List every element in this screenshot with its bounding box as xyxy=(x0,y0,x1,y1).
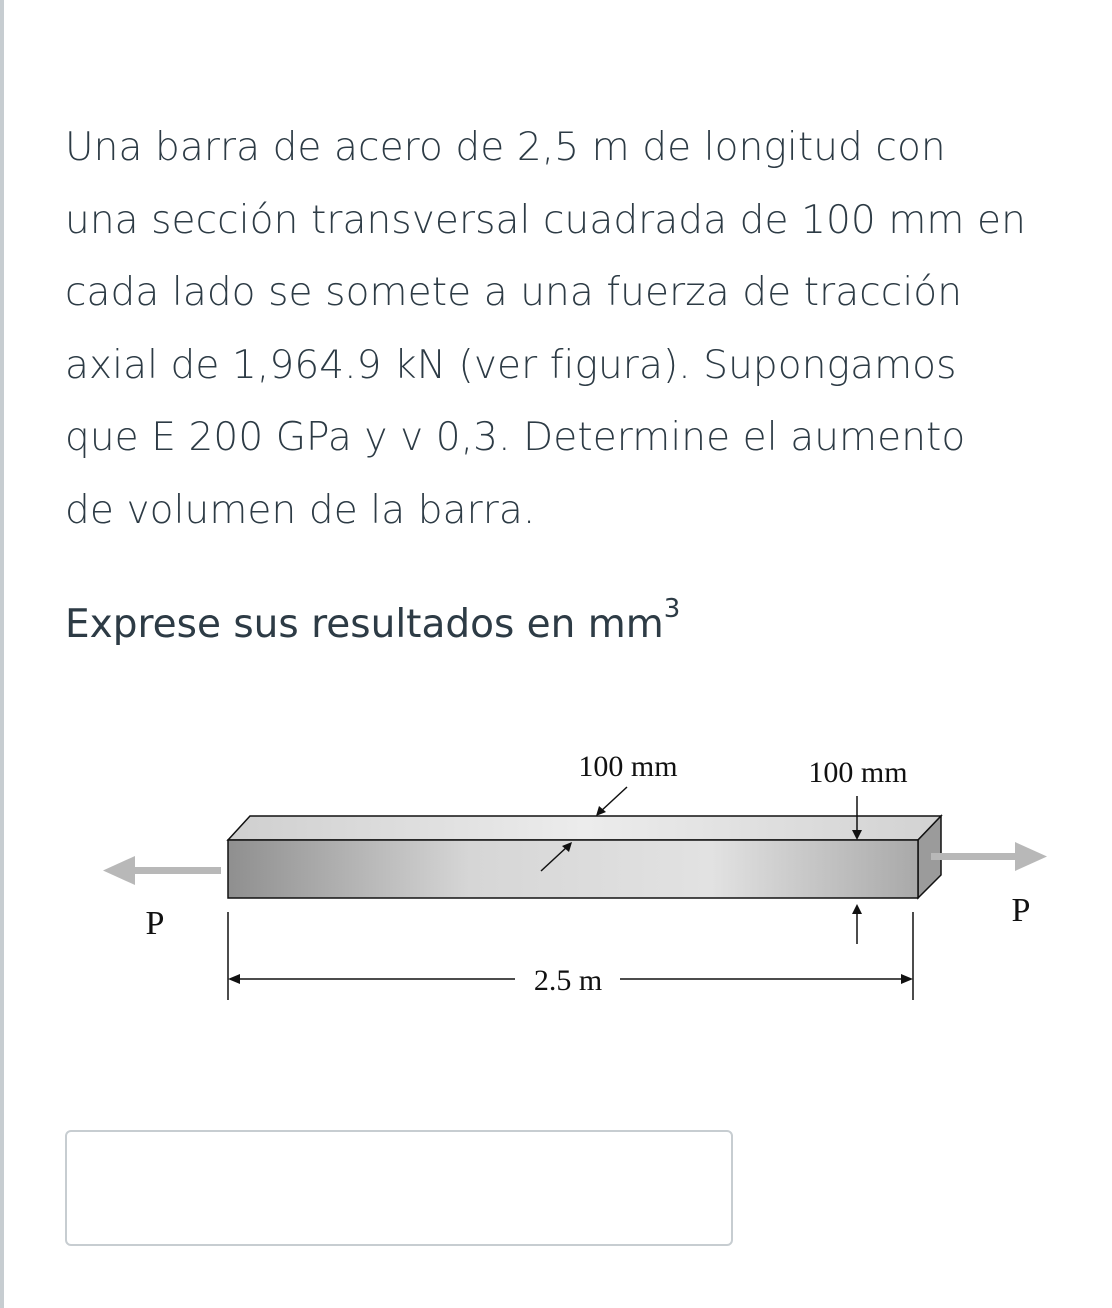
question-line: que E 200 GPa y v 0,3. Determine el aumento xyxy=(65,415,966,460)
bar-top-face xyxy=(228,816,941,840)
load-label-right: P xyxy=(1011,892,1031,929)
question-line: de volumen de la barra. xyxy=(65,487,536,533)
question-line: una sección transversal cuadrada de 100 mm en xyxy=(65,197,1026,243)
answer-input[interactable] xyxy=(65,1130,733,1246)
load-label-left: P xyxy=(145,905,165,942)
length-label: 2.5 m xyxy=(533,964,603,997)
unit-exponent: 3 xyxy=(663,594,681,624)
load-arrow-left xyxy=(103,856,221,885)
bar-front-face xyxy=(228,840,918,898)
height-label: 100 mm xyxy=(808,756,908,789)
load-arrow-right xyxy=(931,842,1047,871)
page-left-border xyxy=(0,0,4,1308)
bar-diagram xyxy=(95,740,1055,1010)
bar-figure xyxy=(95,740,1055,1010)
question-line: Una barra de acero de 2,5 m de longitud con xyxy=(65,125,946,170)
question-text xyxy=(65,112,1075,547)
answer-instruction xyxy=(65,585,680,655)
width-label: 100 mm xyxy=(578,750,678,783)
question-line: cada lado se somete a una fuerza de tracción xyxy=(65,270,963,315)
question-line: axial de 1,964.9 kN (ver figura). Supongamos xyxy=(65,342,957,388)
instruction-text: Exprese sus resultados en mm xyxy=(65,602,664,647)
